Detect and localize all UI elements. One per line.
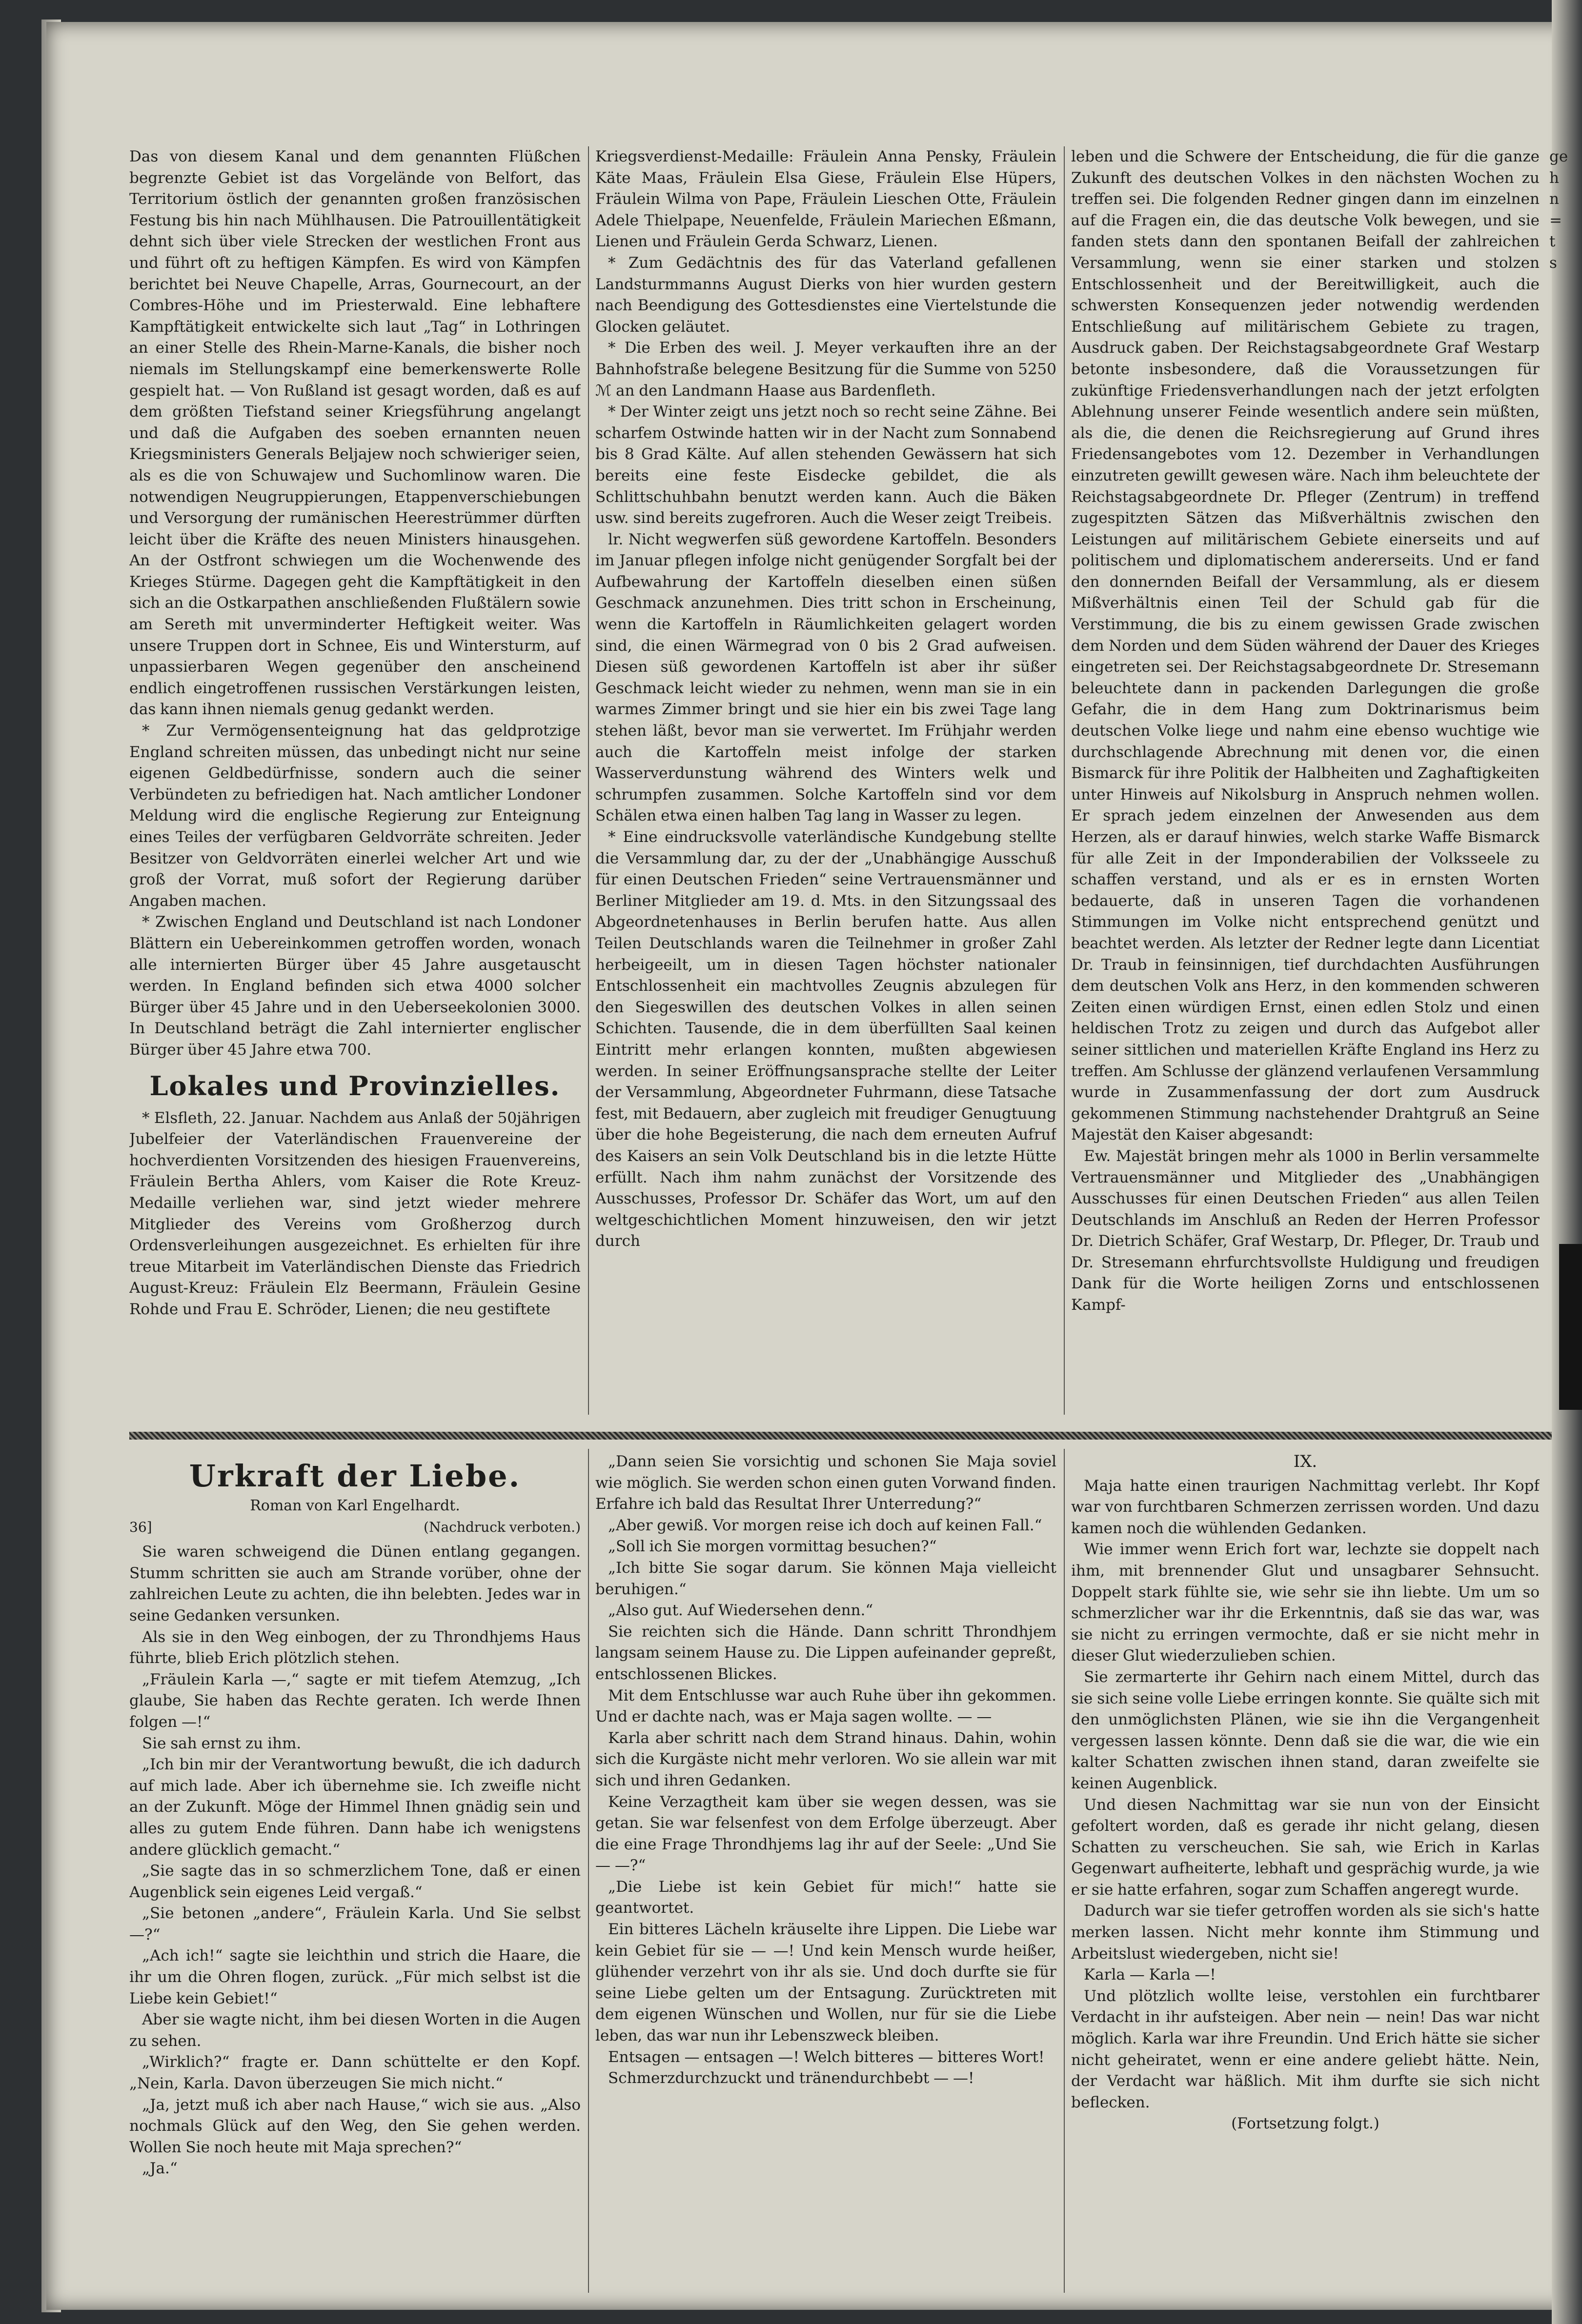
news-column-2 bbox=[595, 146, 1056, 1424]
column-rule bbox=[588, 146, 589, 1415]
paragraph: * Eine eindrucksvolle vaterländische Kundgebung stellte die Versammlung dar, zu der der „Unabhängige Ausschuß für einen Deutschen Frieden“ seine Vertrauensmänner und Berliner Mitglieder am 19. d. Mts. in den Sitzungssaal des Abgeordnetenhauses in Berlin berufen hatte. Aus allen Teilen Deutschlands waren die Teilnehmer in großer Zahl herbeigeeilt, um in diesen Tagen höchster nationaler Entschlossenheit ein machtvolles Zeugnis abzulegen für den Siegeswillen des deutschen Volkes in allen seinen Schichten. Tausende, die in dem überfüllten Saal keinen Eintritt mehr erlangen konnten, mußten abgewiesen werden. In seiner Eröffnungsansprache stellte der Leiter der Versammlung, Abgeordneter Fuhrmann, diese Tatsache fest, mit Bedauern, aber zugleich mit freudiger Genugtuung über die hohe Begeisterung, die nach dem erneuten Aufruf des Kaisers an sein Volk Deutschland bis in die letzte Hütte erfüllt. Nach ihm nahm zunächst der Vorsitzende des Ausschusses, Professor Dr. Schäfer das Wort, um auf den weltgeschichtlichen Moment hinzuweisen, den wir jetzt durch bbox=[595, 828, 1056, 1250]
paragraph: Dadurch war sie tiefer getroffen worden als sie sich's hatte merken lassen. Nicht mehr konnte ihm Stimmung und Arbeitslust wiedergeben, nicht sie! bbox=[1071, 1902, 1540, 1963]
paragraph: „Also gut. Auf Wiedersehen denn.“ bbox=[608, 1602, 873, 1620]
adjacent-page-photo bbox=[1559, 1244, 1582, 1410]
paragraph: Entsagen — entsagen —! Welch bitteres — bitteres Wort! bbox=[608, 2048, 1045, 2066]
feuilleton-divider bbox=[129, 1432, 1552, 1440]
paragraph: „Aber gewiß. Vor morgen reise ich doch auf keinen Fall.“ bbox=[608, 1516, 1042, 1534]
paragraph: Aber sie wagte nicht, ihm bei diesen Worten in die Augen zu sehen. bbox=[129, 2011, 581, 2050]
novel-title: Urkraft der Liebe. bbox=[189, 1458, 521, 1494]
paragraph: * Elsfleth, 22. Januar. Nachdem aus Anlaß der 50jährigen Jubelfeier der Vaterländischen Frauenvereine der hochverdienten Vorsitzenden des hiesigen Frauenvereins, Fräulein Bertha Ahlers, vom Kaiser die Rote Kreuz-Medaille verliehen war, sind jetzt wieder mehrere Mitglieder des Vereins vom Großherzog durch Ordensverleihungen ausgezeichnet. Es erhielten für ihre treue Mitarbeit im Vaterländischen Dienste das Friedrich August-Kreuz: Fräulein Elz Beermann, Fräulein Gesine Rohde und Frau E. Schröder, Lienen; die neu gestiftete bbox=[129, 1109, 581, 1318]
novel-col3-text bbox=[1071, 1476, 1540, 2135]
column1-text bbox=[129, 146, 581, 1061]
paragraph: Sie sah ernst zu ihm. bbox=[142, 1734, 302, 1752]
novel-col2-text bbox=[595, 1451, 1056, 2089]
column-rule bbox=[1064, 1449, 1065, 2293]
novel-column-2 bbox=[595, 1451, 1056, 2295]
paragraph: „Ja, jetzt muß ich aber nach Hause,“ wich sie aus. „Also nochmals Glück auf den Weg, den Sie gehen werden. Wollen Sie noch heute mit Maja sprechen?“ bbox=[129, 2096, 581, 2156]
paragraph: * Zur Vermögensenteignung hat das geldprotzige England schreiten müssen, das unbedingt nicht nur seine eigenen Geldbedürfnisse, sondern auch die seiner Verbündeten zu befriedigen hat. Nach amtlicher Londoner Meldung wird die englische Regierung zur Enteignung eines Teiles der verfügbaren Geldvorräte schreiten. Jeder Besitzer von Geldvorräten einerlei welcher Art und wie groß der Vorrat, muß sofort der Regierung darüber Angaben machen. bbox=[129, 722, 581, 910]
paragraph: * Zum Gedächtnis des für das Vaterland gefallenen Landsturmmanns August Dierks von hier wurden gestern nach Beendigung des Gottesdienstes eine Viertelstunde die Glocken geläutet. bbox=[595, 254, 1056, 336]
paragraph: „Ich bitte Sie sogar darum. Sie können Maja vielleicht beruhigen.“ bbox=[595, 1559, 1056, 1598]
paragraph: Karla aber schritt nach dem Strand hinaus. Dahin, wohin sich die Kurgäste nicht mehr verloren. Wo sie allein war mit sich und ihren Gedanken. bbox=[595, 1729, 1056, 1789]
fragment: h bbox=[1549, 169, 1559, 187]
paragraph: Sie zermarterte ihr Gehirn nach einem Mittel, durch das sie sich seine volle Liebe erringen konnte. Sie quälte sich mit den unmöglichsten Plänen, wie sie ihn die Vergangenheit vergessen lassen könnte. Denn daß sie die war, die wie ein kalter Schatten zwischen ihnen stand, daran zweifelte sie keinen Augenblick. bbox=[1071, 1668, 1540, 1792]
copyright-note: (Nachdruck verboten.) bbox=[424, 1519, 581, 1535]
paragraph: Wie immer wenn Erich fort war, lechzte sie doppelt nach ihm, mit brennender Glut und unsagbarer Sehnsucht. Doppelt stark fühlte sie, wie sehr sie ihn liebte. Um um so schmerzlicher war ihr die Erkenntnis, daß sie das war, was sie nicht zu erringen vermochte, daß er sie nicht mehr in dieser Glut wiederzulieben schien. bbox=[1071, 1541, 1540, 1665]
novel-meta bbox=[129, 1517, 581, 1538]
paragraph: Ew. Majestät bringen mehr als 1000 in Berlin versammelte Vertrauensmänner und Mitglieder des „Unabhängigen Ausschusses für einen Deutschen Frieden“ aus allen Teilen Deutschlands im Anschluß an Reden der Herren Professor Dr. Dietrich Schäfer, Graf Westarp, Dr. Pfleger, Dr. Traub und Dr. Stresemann ehrfurchtsvollste Huldigung und freudigen Dank für die Worte heiligen Zorns und entschlossenen Kampf- bbox=[1071, 1147, 1540, 1314]
paragraph: Schmerzdurchzuckt und tränendurchbebt — —! bbox=[608, 2069, 974, 2087]
news-column-3 bbox=[1071, 146, 1540, 1424]
paragraph: „Die Liebe ist kein Gebiet für mich!“ hatte sie geantwortet. bbox=[595, 1878, 1056, 1917]
fragment: = bbox=[1549, 211, 1562, 229]
paragraph: „Soll ich Sie morgen vormittag besuchen?“ bbox=[608, 1538, 937, 1556]
paragraph: Sie reichten sich die Hände. Dann schritt Throndhjem langsam seinem Hause zu. Die Lippen aufeinander gepreßt, entschlossenen Blickes. bbox=[595, 1623, 1056, 1683]
news-column-1 bbox=[129, 146, 581, 1424]
installment-number: 36] bbox=[129, 1519, 152, 1535]
paragraph: Maja hatte einen traurigen Nachmittag verlebt. Ihr Kopf war von furchtbaren Schmerzen zerrissen worden. Und dazu kamen noch die wühlenden Gedanken. bbox=[1071, 1477, 1540, 1537]
paragraph: leben und die Schwere der Entscheidung, die für die ganze Zukunft des deutschen Volkes in den nächsten Wochen zu treffen sei. Die folgenden Redner gingen dann im einzelnen auf die Fragen ein, die das deutsche Volk bewegen, und sie fanden stets dann den spontanen Beifall der zahlreichen Versammlung, wenn sie einer starken und stolzen Entschlossenheit und der Bereitwilligkeit, auch die schwersten Konsequenzen jeder notwendig werdenden Entschließung auf militärischem Gebiete zu tragen, Ausdruck gaben. Der Reichstagsabgeordnete Graf Westarp betonte insbesondere, daß die Voraussetzungen für zukünftige Friedensverhandlungen nach der jetzt erfolgten Ablehnung unserer Feinde wesentlich andere sein müßten, als die, die denen die Reichsregierung auf Grund ihres Friedensangebotes vom 12. Dezember in Verhandlungen einzutreten gewillt gewesen wäre. Nach ihm beleuchtete der Reichstagsabgeordnete Dr. Pfleger (Zentrum) in treffend zugespitzten Sätzen das Mißverhältnis zwischen den Leistungen auf militärischem Gebiete einerseits und auf politischem und diplomatischem andererseits. Und er fand den donnernden Beifall der Versammlung, als er diesem Mißverhältnis einen Teil der Schuld gab für die Verstimmung, die bis zu einem gewissen Grade zwischen dem Norden und dem Süden während der Dauer des Krieges eingetreten sei. Der Reichstagsabgeordnete Dr. Stresemann beleuchtete dann in packenden Darlegungen die große Gefahr, die in dem Hang zum Doktrinarismus beim deutschen Volke liege und nahm eine ebenso wuchtige wie durchschlagende Abrechnung mit denen vor, die einen Bismarck für ihre Politik der Halbheiten und Zaghaftigkeiten unter Hinweis auf Nikolsburg in Anspruch nehmen wollen. Er sprach jedem einzelnen der Anwesenden aus dem Herzen, als er darauf hinwies, welch starke Waffe Bismarck für alle Zeit in der Imponderabilien der Volksseele zu schaffen verstand, und als er es in ernsten Worten bedauerte, daß in unseren Tagen die vorhandenen Stimmungen im Volke nicht entsprechend genützt und beachtet werden. Als letzter der Redner legte dann Licentiat Dr. Traub in feinsinnigen, tief durchdachten Ausführungen dem deutschen Volk ans Herz, in den kommenden schweren Zeiten einen würdigen Ernst, einen edlen Stolz und einen heldischen Trotz zu zeigen und durch das Aufgebot aller seiner sittlichen und materiellen Kräfte England ins Herz zu treffen. Am Schlusse der glänzend verlaufenen Versammlung wurde in Zusammenfassung der dort zum Ausdruck gekommenen Stimmung nachstehender Drahtgruß an Seine Majestät den Kaiser abgesandt: bbox=[1071, 148, 1540, 1144]
paragraph: Kriegsverdienst-Medaille: Fräulein Anna Pensky, Fräulein Käte Maas, Fräulein Elsa Giese, Fräulein Else Hüpers, Fräulein Wilma von Pape, Fräulein Lieschen Otte, Fräulein Adele Thielpape, Neuenfelde, Fräulein Mariechen Eßmann, Lienen und Fräulein Gerda Schwarz, Lienen. bbox=[595, 148, 1056, 251]
paragraph: „Ach ich!“ sagte sie leichthin und strich die Haare, die ihr um die Ohren flogen, zurück. „Für mich selbst ist die Liebe kein Gebiet!“ bbox=[129, 1947, 581, 2007]
paragraph: * Die Erben des weil. J. Meyer verkauften ihre an der Bahnhofstraße belegene Besitzung für die Summe von 5250 ℳ an den Landmann Haase aus Bardenfleth. bbox=[595, 339, 1056, 400]
paragraph: „Fräulein Karla —,“ sagte er mit tiefem Atemzug, „Ich glaube, Sie haben das Rechte geraten. Ich werde Ihnen folgen —!“ bbox=[129, 1670, 581, 1731]
chapter-number: IX. bbox=[1293, 1452, 1318, 1471]
paragraph: Und plötzlich wollte leise, verstohlen ein furchtbarer Verdacht in ihr aufsteigen. Aber nein — nein! Das war nicht möglich. Karla war ihre Freundin. Und Erich hätte sie sicher nicht geheiratet, wenn er eine andere geliebt hätte. Nein, der Verdacht war häßlich. Mit ihm durfte sie sich nicht beflecken. bbox=[1071, 1987, 1540, 2111]
paragraph: Als sie in den Weg einbogen, der zu Throndhjems Haus führte, blieb Erich plötzlich stehen. bbox=[129, 1628, 581, 1667]
paragraph: Mit dem Entschlusse war auch Ruhe über ihn gekommen. Und er dachte nach, was er Maja sagen wollte. — — bbox=[595, 1686, 1056, 1726]
novel-column-3 bbox=[1071, 1451, 1540, 2295]
lokales-heading: Lokales und Provinzielles. bbox=[149, 1070, 561, 1102]
paragraph: Sie waren schweigend die Dünen entlang gegangen. Stumm schritten sie auch am Strande vorüber, ohne der zahlreichen Leute zu achten, die ihn belebten. Jedes war in seine Gedanken versunken. bbox=[129, 1543, 581, 1624]
paragraph: „Sie betonen „andere“, Fräulein Karla. Und Sie selbst —?“ bbox=[129, 1904, 581, 1943]
page-edge-right bbox=[1552, 0, 1582, 2324]
paragraph: lr. Nicht wegwerfen süß gewordene Kartoffeln. Besonders im Januar pflegen infolge nicht genügender Sorgfalt bei der Aufbewahrung der Kartoffeln dieselben einen süßen Geschmack anzunehmen. Dies tritt schon in Erscheinung, wenn die Kartoffeln in Räumlichkeiten gelagert worden sind, die einen Wärmegrad von 0 bis 2 Grad aufweisen. Diesen süß gewordenen Kartoffeln ist aber ihr süßer Geschmack leicht wieder zu nehmen, wenn man sie in ein warmes Zimmer bringt und sie hier ein bis zwei Tage lang stehen läßt, bevor man sie verwertet. Im Frühjahr werden auch die Kartoffeln meist infolge der starken Wasserverdunstung während des Winters welk und schrumpfen zusammen. Solche Kartoffeln sind vor dem Schälen etwa einen halben Tag lang in Wasser zu legen. bbox=[595, 530, 1056, 825]
fragment: t bbox=[1549, 233, 1556, 251]
paragraph: Ein bitteres Lächeln kräuselte ihre Lippen. Die Liebe war kein Gebiet für sie — —! Und kein Mensch wurde heißer, glühender verzehrt von ihr als sie. Und doch durfte sie für seine Liebe gelten um der Entsagung. Zurücktreten mit dem eigenen Wünschen und Wollen, nur für sie die Liebe leben, das war nun ihr Lebenszweck bleiben. bbox=[595, 1921, 1056, 2045]
novel-column-1 bbox=[129, 1456, 581, 2295]
paragraph: „Wirklich?“ fragte er. Dann schüttelte er den Kopf. „Nein, Karla. Davon überzeugen Sie mich nicht.“ bbox=[129, 2053, 581, 2093]
fragment: s bbox=[1549, 254, 1557, 272]
paragraph: Keine Verzagtheit kam über sie wegen dessen, was sie getan. Sie war felsenfest von dem Erfolge überzeugt. Aber die eine Frage Throndhjems lag ihr auf der Seele: „Und Sie — —?“ bbox=[595, 1793, 1056, 1875]
paragraph: „Sie sagte das in so schmerzlichem Tone, daß er einen Augenblick sein eigenes Leid vergaß.“ bbox=[129, 1862, 581, 1901]
fragment: n bbox=[1549, 190, 1559, 208]
paragraph: „Dann seien Sie vorsichtig und schonen Sie Maja soviel wie möglich. Sie werden schon einen guten Vorwand finden. Erfahre ich bald das Resultat Ihrer Unterredung?“ bbox=[595, 1453, 1056, 1513]
column-rule bbox=[588, 1449, 589, 2293]
paragraph: „Ich bin mir der Verantwortung bewußt, die ich dadurch auf mich lade. Aber ich übernehme sie. Ich zweifle nicht an der Zukunft. Möge der Himmel Ihnen gnädig sein und alles zu gutem Ende führen. Dann habe ich wenigstens andere glücklich gemacht.“ bbox=[129, 1756, 581, 1859]
novel-subtitle: Roman von Karl Engelhardt. bbox=[250, 1497, 460, 1514]
paragraph: * Zwischen England und Deutschland ist nach Londoner Blättern ein Uebereinkommen getroffen worden, wonach alle internierten Bürger über 45 Jahre ausgetauscht werden. In England befinden sich etwa 4000 solcher Bürger über 45 Jahre und in den Ueberseekolonien 3000. In Deutschland beträgt die Zahl internierter englischer Bürger über 45 Jahre etwa 700. bbox=[129, 913, 581, 1059]
paragraph: „Ja.“ bbox=[142, 2160, 178, 2178]
fragment: ge bbox=[1549, 148, 1568, 165]
paragraph: (Fortsetzung folgt.) bbox=[1231, 2115, 1379, 2133]
paragraph: * Der Winter zeigt uns jetzt noch so recht seine Zähne. Bei scharfem Ostwinde hatten wir in der Nacht zum Sonnabend bis 8 Grad Kälte. Auf allen stehenden Gewässern hat sich bereits eine feste Eisdecke gebildet, die als Schlittschuhbahn benutzt werden kann. Auch die Bäken usw. sind bereits zugefroren. Auch die Weser zeigt Treibeis. bbox=[595, 403, 1056, 527]
paragraph: Karla — Karla —! bbox=[1084, 1966, 1216, 1984]
paragraph: Und diesen Nachmittag war sie nun von der Einsicht gefoltert worden, daß es gerade ihr nicht gelang, diesen Schatten zu verscheuchen. Sie sah, wie Erich in Karlas Gegenwart aufheiterte, lebhaft und gesprächig wurde, ja wie er sie hatte erfahren, sogar zum Schaffen angeregt wurde. bbox=[1071, 1796, 1540, 1899]
adjacent-page-fragment bbox=[1549, 146, 1569, 293]
novel-col1-text bbox=[129, 1542, 581, 2180]
column-rule bbox=[1064, 146, 1065, 1415]
paragraph: Das von diesem Kanal und dem genannten Flüßchen begrenzte Gebiet ist das Vorgelände von Belfort, das Territorium östlich der genannten großen französischen Festung bis hin nach Mühlhausen. Die Patrouillentätigkeit dehnt sich über viele Strecken der westlichen Front aus und führt oft zu heftigen Kämpfen. Es wird von Kämpfen berichtet bei Neuve Chapelle, Arras, Gournecourt, an der Combres-Höhe und im Priesterwald. Eine lebhaftere Kampftätigkeit entwickelte sich laut „Tag“ in Lothringen an einer Stelle des Rhein-Marne-Kanals, die bisher noch niemals im Stellungskampf eine bemerkenswerte Rolle gespielt hat. — Von Rußland ist gesagt worden, daß es auf dem größten Tiefstand seiner Kriegsführung angelangt und daß die Aufgaben des soeben ernannten neuen Kriegsministers Generals Beljajew noch schwieriger seien, als es die von Schuwajew und Suchomlinow waren. Die notwendigen Neugruppierungen, Etappenverschiebungen und Versorgung der rumänischen Heerestrümmer dürften leicht über die Kräfte des neuen Ministers hinausgehen. An der Ostfront schwiegen um die Wochenwende des Krieges Stürme. Dagegen geht die Kampftätigkeit in den sich an die Ostkarpathen anschließenden Flußtälern sowie am Sereth mit unverminderter Heftigkeit weiter. Was unsere Truppen dort in Schnee, Eis und Wintersturm, auf unpassierbaren Wegen gegenüber den anscheinend endlich eingetroffenen russischen Verstärkungen leisten, das kann ihnen niemals genug gedankt werden. bbox=[129, 148, 581, 719]
